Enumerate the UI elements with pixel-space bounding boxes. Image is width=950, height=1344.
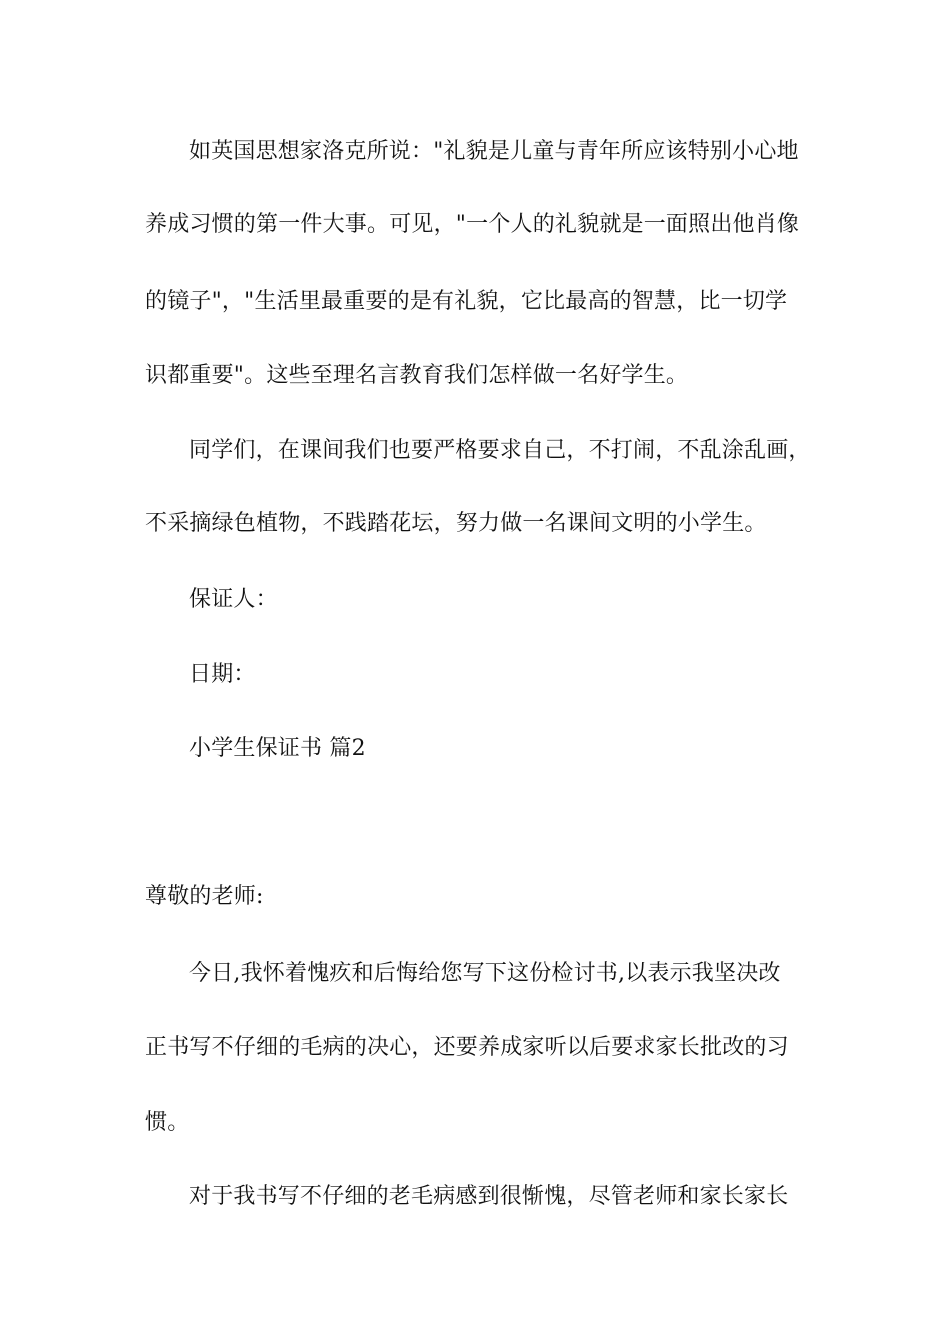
paragraph-line: 如英国思想家洛克所说："礼貌是儿童与青年所应该特别小心地 bbox=[189, 139, 799, 164]
paragraph-line: 今日,我怀着愧疚和后悔给您写下这份检讨书,以表示我坚决改 bbox=[189, 961, 781, 986]
section-title: 小学生保证书 篇2 bbox=[189, 736, 366, 761]
paragraph-line: 正书写不仔细的毛病的决心，还要养成家听以后要求家长批改的习 bbox=[145, 1035, 789, 1060]
paragraph-line: 的镜子"，"生活里最重要的是有礼貌，它比最高的智慧，比一切学 bbox=[145, 289, 788, 314]
date-label: 日期： bbox=[189, 662, 256, 687]
paragraph-line: 养成习惯的第一件大事。可见，"一个人的礼貌就是一面照出他肖像 bbox=[145, 212, 800, 237]
guarantor-label: 保证人： bbox=[189, 587, 278, 612]
paragraph-line: 不采摘绿色植物，不践踏花坛，努力做一名课间文明的小学生。 bbox=[145, 511, 767, 536]
paragraph-line: 识都重要"。这些至理名言教育我们怎样做一名好学生。 bbox=[145, 363, 689, 388]
paragraph-line: 惯。 bbox=[145, 1110, 190, 1135]
salutation: 尊敬的老师: bbox=[145, 884, 264, 909]
paragraph-line: 同学们，在课间我们也要严格要求自己，不打闹，不乱涂乱画， bbox=[189, 438, 811, 463]
paragraph-line: 对于我书写不仔细的老毛病感到很惭愧，尽管老师和家长家长 bbox=[189, 1184, 789, 1209]
